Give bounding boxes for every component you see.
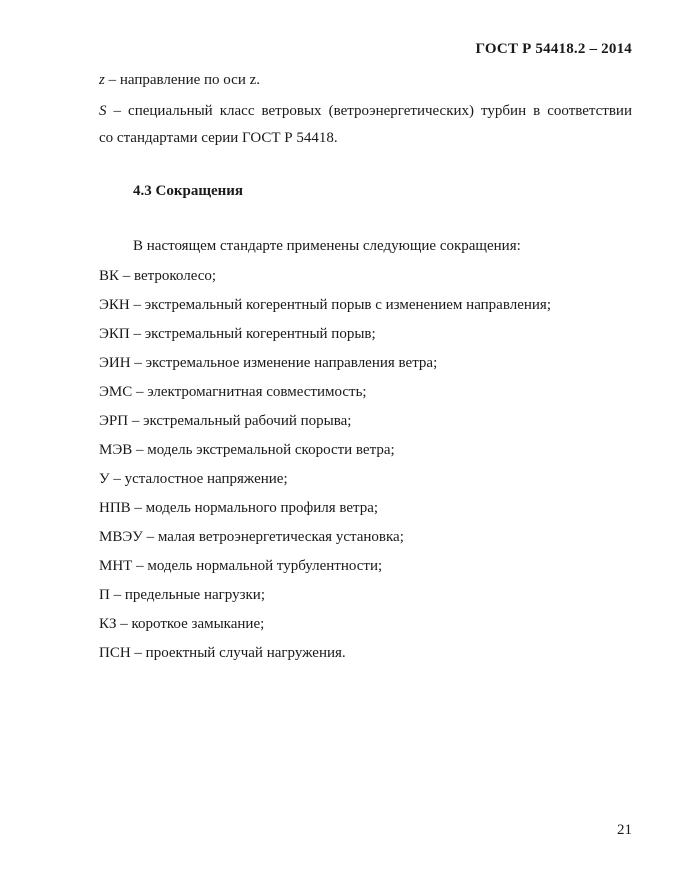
abbreviation-item: У – усталостное напряжение; bbox=[99, 471, 288, 487]
abbreviation-item: МЭВ – модель экстремальной скорости ветра; bbox=[99, 442, 395, 458]
definition-s-continuation: со стандартами серии ГОСТ Р 54418. bbox=[99, 130, 338, 146]
abbreviation-item: ЭКН – экстремальный когерентный порыв с изменением направления; bbox=[99, 297, 551, 313]
abbreviation-item: ЭМС – электромагнитная совместимость; bbox=[99, 384, 367, 400]
abbreviation-item: ПСН – проектный случай нагружения. bbox=[99, 645, 346, 661]
abbreviation-item: ЭРП – экстремальный рабочий порыва; bbox=[99, 413, 352, 429]
abbreviation-item: П – предельные нагрузки; bbox=[99, 587, 265, 603]
definition-z bbox=[99, 71, 632, 89]
abbreviation-item: ВК – ветроколесо; bbox=[99, 268, 217, 284]
abbreviation-item: МНТ – модель нормальной турбулентности; bbox=[99, 558, 383, 574]
document-header: ГОСТ Р 54418.2 – 2014 bbox=[475, 41, 632, 57]
definition-text: – направление по оси z. bbox=[104, 72, 260, 88]
page-number: 21 bbox=[617, 822, 632, 838]
abbreviation-item: НПВ – модель нормального профиля ветра; bbox=[99, 500, 379, 516]
abbreviation-item: ЭИН – экстремальное изменение направления ветра; bbox=[99, 355, 438, 371]
definition-s bbox=[99, 102, 632, 120]
abbreviation-item: ЭКП – экстремальный когерентный порыв; bbox=[99, 326, 376, 342]
definition-text: – специальный класс ветровых (ветроэнергетических) турбин в соответствии bbox=[106, 103, 632, 119]
definition-symbol: z bbox=[99, 72, 105, 88]
definition-symbol: S bbox=[99, 103, 107, 119]
section-heading: 4.3 Сокращения bbox=[133, 183, 244, 199]
abbreviation-item: МВЭУ – малая ветроэнергетическая установка; bbox=[99, 529, 404, 545]
abbreviation-item: КЗ – короткое замыкание; bbox=[99, 616, 265, 632]
section-intro: В настоящем стандарте применены следующие сокращения: bbox=[133, 238, 521, 254]
